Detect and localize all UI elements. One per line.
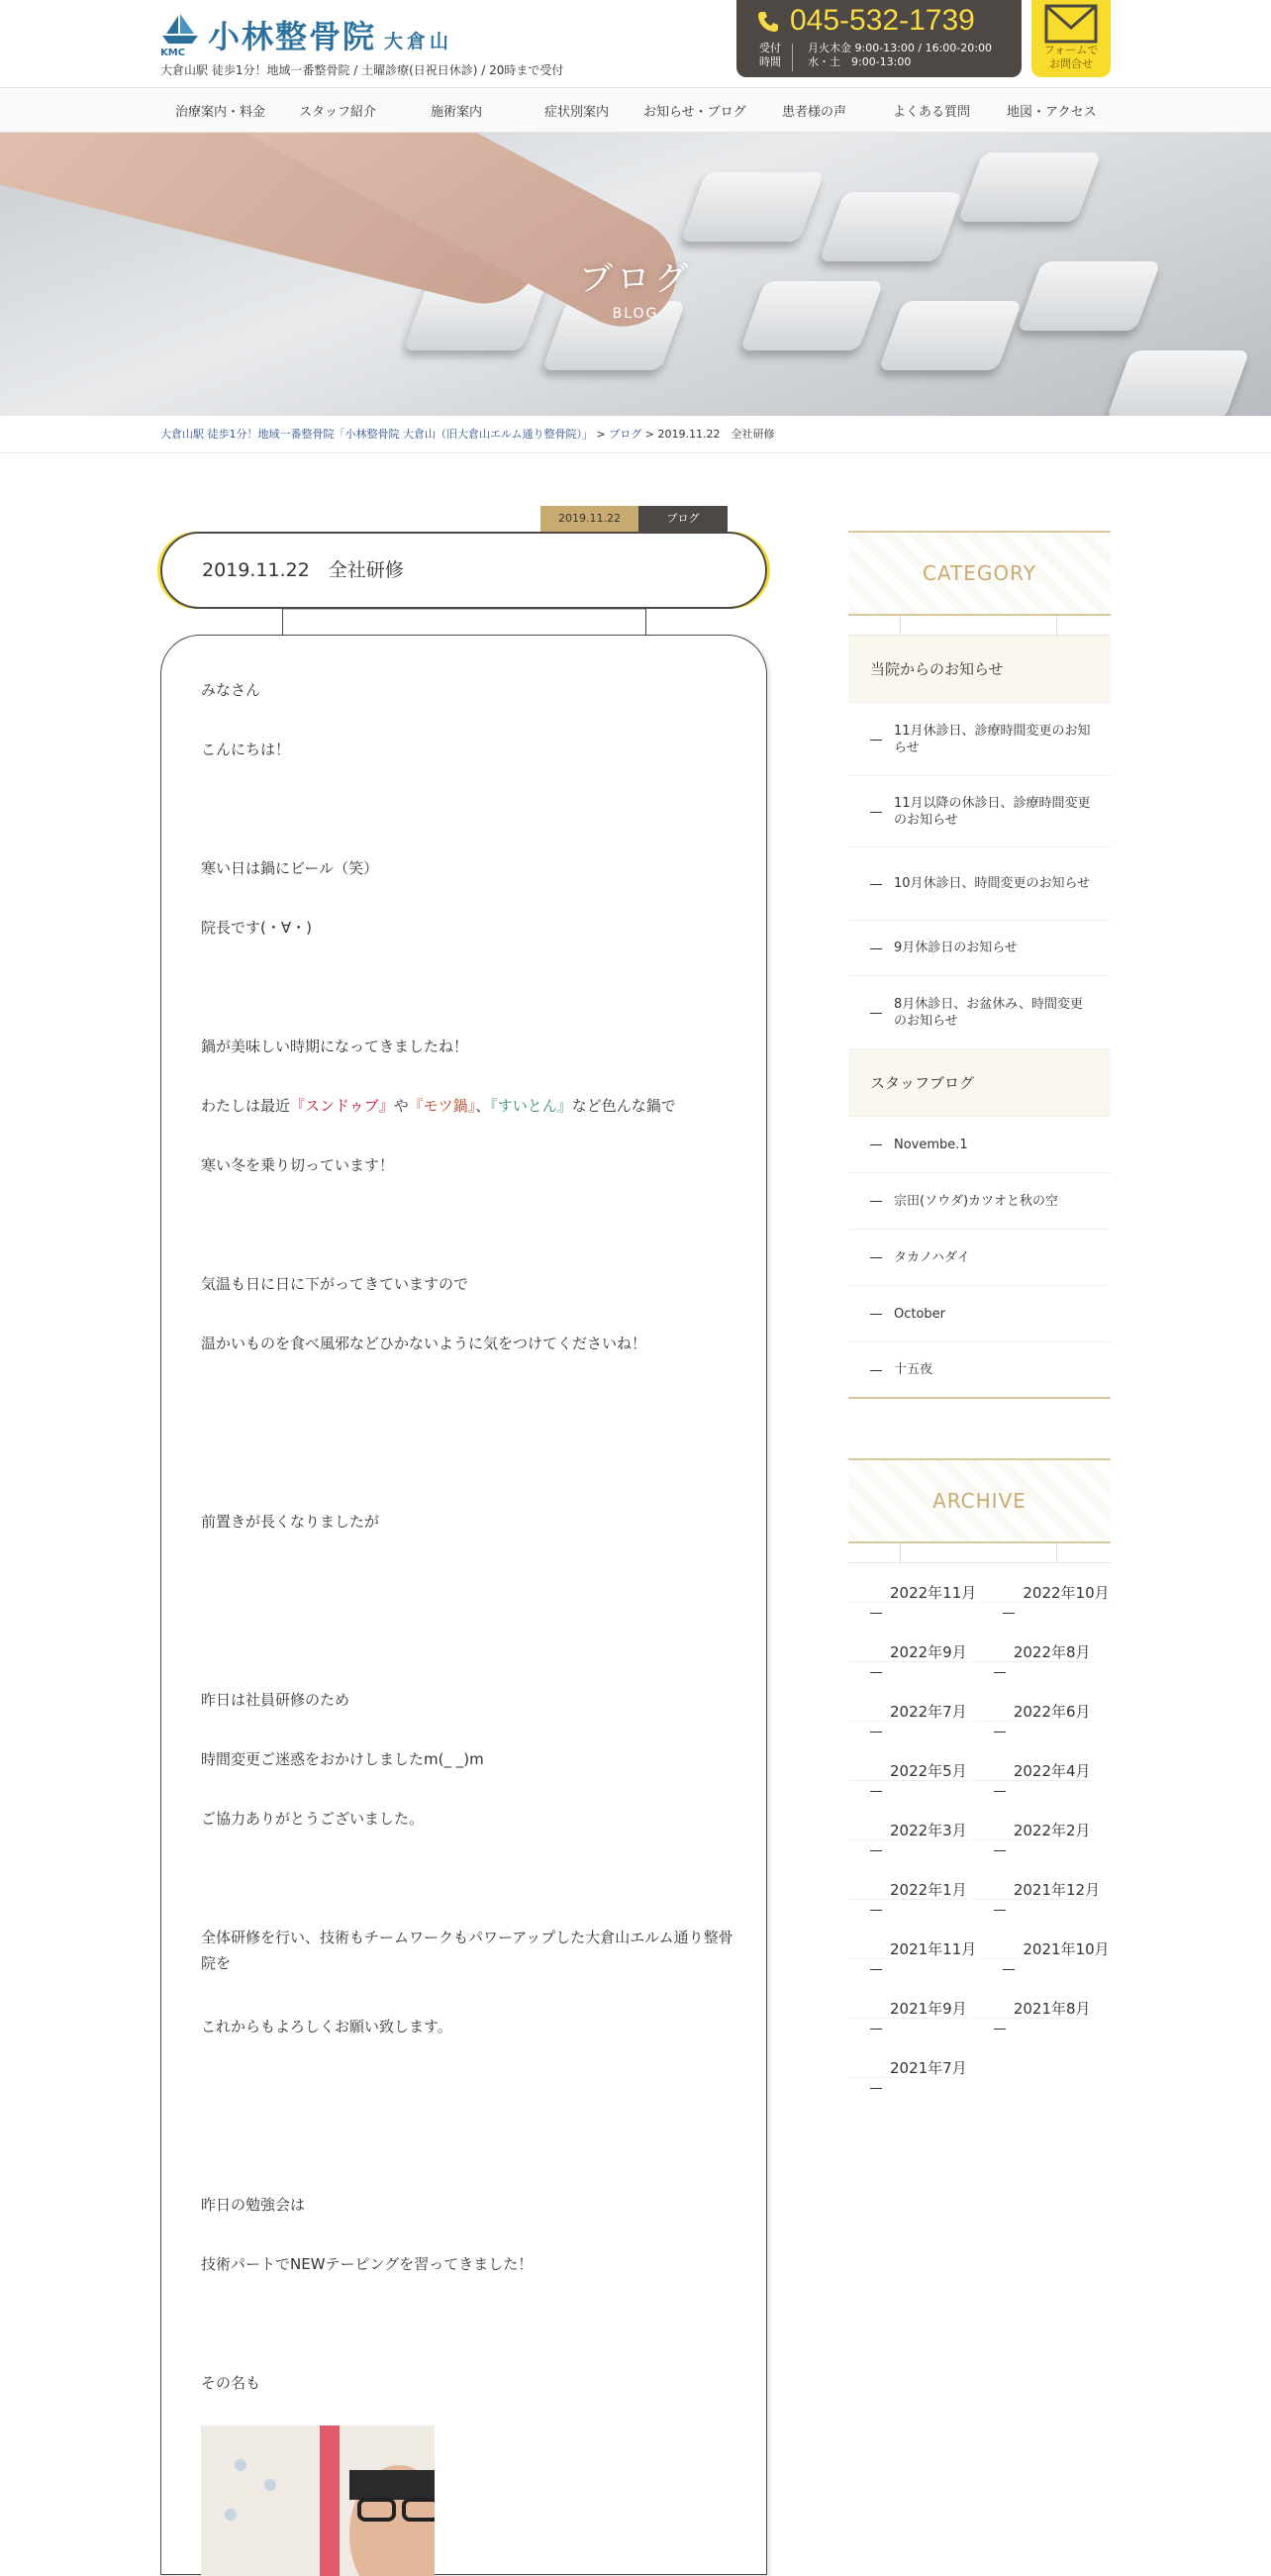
tagline: 大倉山駅 徒歩1分！地域一番整骨院 / 土曜診療(日祝日休診) / 20時まで受付 <box>160 63 564 77</box>
archive-link[interactable]: 2022年9月 <box>848 1643 967 1662</box>
post-date: 2019.11.22 <box>540 506 638 532</box>
post-paragraph: 気温も日に日に下がってきていますので <box>201 1275 469 1293</box>
post-paragraph: 時間変更ご迷惑をおかけしましたm(_ _)m <box>201 1750 484 1768</box>
archive-link[interactable]: 2022年11月 <box>848 1584 976 1603</box>
archive-link[interactable]: 2022年4月 <box>972 1762 1091 1781</box>
text-span: など色んな鍋で <box>571 1097 676 1115</box>
archive-link[interactable]: 2021年10月 <box>981 1940 1109 1959</box>
post-paragraph: 温かいものを食べ風邪などひかないように気をつけてくださいね！ <box>201 1335 647 1352</box>
phone-number[interactable]: 045-532-1739 <box>790 4 975 37</box>
hours-line-1: 月火木金 9:00-13:00 / 16:00-20:00 <box>808 42 992 54</box>
keyboard-key <box>957 152 1101 222</box>
highlight-sundubu: 『スンドゥブ』 <box>290 1097 394 1115</box>
nav-voices[interactable]: 患者様の声 <box>782 105 847 120</box>
heading-connector <box>848 1543 1111 1563</box>
phone-icon <box>756 10 780 38</box>
contact-form-button[interactable] <box>1031 0 1111 77</box>
nav-faq[interactable]: よくある質問 <box>893 105 971 120</box>
category-heading: CATEGORY <box>848 531 1111 616</box>
post-title: 2019.11.22 全社研修 <box>160 532 767 609</box>
category-link[interactable]: Novembe.1 <box>848 1117 1111 1173</box>
site-logo[interactable] <box>158 12 452 57</box>
post-paragraph: 技術パートでNEWテーピングを習ってきました！ <box>201 2255 534 2273</box>
breadcrumb-current: 2019.11.22 全社研修 <box>657 428 775 441</box>
post-paragraph: みなさん <box>201 681 261 699</box>
hours-line-2: 水・土 9:00-13:00 <box>808 55 912 68</box>
post-paragraph: ご協力ありがとうございました。 <box>201 1810 425 1828</box>
post-paragraph: 全体研修を行い、技術もチームワークもパワーアップした大倉山エルム通り整骨院を <box>201 1929 733 1972</box>
archive-heading: ARCHIVE <box>848 1458 1111 1543</box>
post-paragraph: 院長です(・∀・) <box>201 919 312 937</box>
archive-link[interactable]: 2022年5月 <box>848 1762 967 1781</box>
archive-link[interactable]: 2022年2月 <box>972 1822 1091 1840</box>
logo-sub: 大倉山 <box>384 31 453 52</box>
category-link[interactable]: 十五夜 <box>848 1342 1111 1399</box>
sidebar-category <box>848 531 1111 1399</box>
category-link[interactable]: 11月以降の休診日、診療時間変更のお知らせ <box>848 776 1111 847</box>
archive-link[interactable]: 2022年8月 <box>972 1643 1091 1662</box>
nav-news-blog[interactable]: お知らせ・ブログ <box>643 105 746 120</box>
archive-link[interactable]: 2022年7月 <box>848 1703 967 1722</box>
post-paragraph: その名も <box>201 2374 261 2392</box>
keyboard-key <box>1106 350 1249 416</box>
archive-link[interactable]: 2021年7月 <box>848 2059 967 2078</box>
post-paragraph: 寒い冬を乗り切っています！ <box>201 1156 395 1174</box>
hero-title: ブログ <box>579 259 692 299</box>
phone-box[interactable] <box>736 0 1022 77</box>
title-connector <box>645 609 646 636</box>
archive-link[interactable]: 2022年6月 <box>972 1703 1091 1722</box>
category-link[interactable]: 8月休診日、お盆休み、時間変更のお知らせ <box>848 976 1111 1049</box>
keyboard-key <box>680 172 824 242</box>
nav-staff[interactable]: スタッフ紹介 <box>299 105 377 120</box>
ship-logo-icon <box>158 12 202 57</box>
post-paragraph: 昨日の勉強会は <box>201 2196 306 2214</box>
text-span: 、 <box>475 1097 491 1115</box>
nav-symptoms[interactable]: 症状別案内 <box>544 105 610 120</box>
category-link[interactable]: 10月休診日、時間変更のお知らせ <box>848 847 1111 921</box>
highlight-motsunabe: 『モツ鍋』 <box>408 1097 476 1115</box>
breadcrumb-home[interactable]: 大倉山駅 徒歩1分！地域一番整骨院「小林整骨院 大倉山（旧大倉山エルム通り整骨院）」 <box>160 428 594 441</box>
category-section-news[interactable]: 当院からのお知らせ <box>848 636 1111 703</box>
title-connector <box>282 609 283 636</box>
nav-treatment-fees[interactable]: 治療案内・料金 <box>175 105 266 120</box>
category-link[interactable]: 9月休診日のお知らせ <box>848 921 1111 976</box>
post-category[interactable]: ブログ <box>638 506 728 532</box>
nav-procedures[interactable]: 施術案内 <box>431 105 483 120</box>
hours-label: 受付時間 <box>759 42 781 68</box>
hero-banner <box>0 133 1271 416</box>
archive-link[interactable]: 2021年11月 <box>848 1940 976 1959</box>
category-link[interactable]: 宗田(ソウダ)カツオと秋の空 <box>848 1173 1111 1230</box>
archive-link[interactable]: 2022年3月 <box>848 1822 967 1840</box>
breadcrumb-separator: > <box>593 428 610 441</box>
archive-link[interactable]: 2022年10月 <box>981 1584 1109 1603</box>
archive-link[interactable]: 2021年12月 <box>972 1881 1100 1900</box>
text-span: や <box>393 1097 409 1115</box>
archive-link[interactable]: 2021年8月 <box>972 2000 1091 2019</box>
post-paragraph <box>201 1093 735 1119</box>
highlight-suiton: 『すいとん』 <box>490 1097 572 1115</box>
category-link[interactable]: October <box>848 1286 1111 1342</box>
category-link[interactable]: タカノハダイ <box>848 1230 1111 1286</box>
post-paragraph: こんにちは！ <box>201 741 291 758</box>
title-connector <box>282 609 646 610</box>
svg-text:KMC: KMC <box>160 48 186 57</box>
breadcrumb-separator: > <box>641 428 658 441</box>
site-header <box>0 0 1271 87</box>
post-photo <box>201 2426 435 2576</box>
category-link[interactable]: 11月休診日、診療時間変更のお知らせ <box>848 703 1111 776</box>
sidebar-archive <box>848 1458 1111 2098</box>
category-section-staff-blog[interactable]: スタッフブログ <box>848 1049 1111 1117</box>
post-paragraph: これからもよろしくお願い致します。 <box>201 2018 452 2035</box>
text-span: わたしは最近 <box>201 1097 291 1115</box>
post-paragraph: 鍋が美味しい時期になってきましたね！ <box>201 1038 469 1055</box>
post-paragraph: 前置きが長くなりましたが <box>201 1513 380 1531</box>
logo-name: 小林整骨院 <box>208 18 377 55</box>
post-body <box>160 635 767 2575</box>
heading-connector <box>848 616 1111 636</box>
business-hours <box>808 42 992 69</box>
breadcrumb <box>0 416 1271 453</box>
post-paragraph: 寒い日は鍋にビール（笑） <box>201 859 379 877</box>
archive-link[interactable]: 2021年9月 <box>848 2000 967 2019</box>
breadcrumb-blog[interactable]: ブログ <box>609 428 642 441</box>
mail-icon <box>1044 4 1098 44</box>
contact-form-label: フォームでお問合せ <box>1043 44 1099 70</box>
hero-subtitle: BLOG <box>612 306 659 322</box>
archive-link[interactable]: 2022年1月 <box>848 1881 967 1900</box>
post-paragraph: 昨日は社員研修のため <box>201 1691 350 1709</box>
global-nav <box>0 87 1271 133</box>
hours-divider <box>792 44 793 71</box>
post-meta <box>540 506 728 532</box>
nav-access[interactable]: 地図・アクセス <box>1007 105 1097 120</box>
